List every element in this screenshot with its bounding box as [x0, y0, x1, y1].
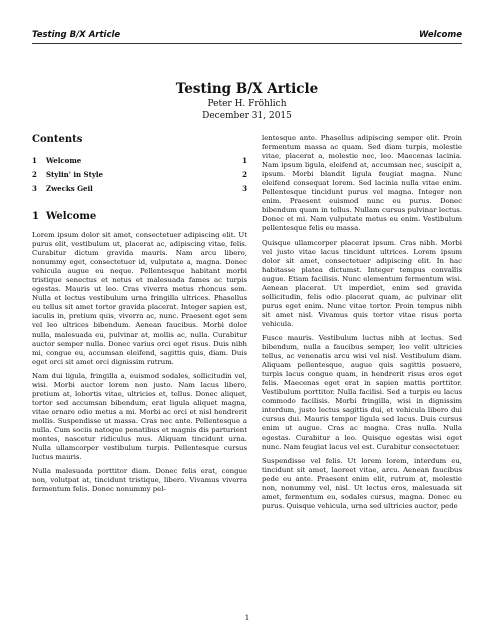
body-paragraph: Nulla malesuada porttitor diam. Donec felis erat, congue non, volutpat at, tincidunt tristique, libero. Vivamus viverra fermentum felis. Donec nonummy pel-	[32, 467, 247, 494]
running-header	[32, 28, 462, 42]
toc-entry-label[interactable]: Welcome	[46, 156, 82, 165]
toc-entry-page: 1	[242, 156, 247, 165]
toc-entry[interactable]	[32, 182, 247, 196]
body-paragraph: Suspendisse vel felis. Ut lorem lorem, interdum eu, tincidunt sit amet, laoreet vitae, arcu. Aenean faucibus pede eu ante. Praesent enim elit, rutrum at, molestie non, nonummy vel, nisl. Ut lectus eros, malesuada sit amet, fermentum eu, sodales cursus, magna. Donec eu purus. Quisque vehicula, urna sed ultricies auctor, pede	[262, 456, 462, 510]
running-head-right: Welcome	[418, 30, 462, 40]
section-heading	[32, 210, 247, 224]
toc-entry-label[interactable]: Stylin' in Style	[46, 170, 103, 179]
body-paragraph: Fusce mauris. Vestibulum luctus nibh at lectus. Sed bibendum, nulla a faucibus semper, leo velit ultricies tellus, ac venenatis arcu wisi vel nisl. Vestibulum diam. Aliquam pellentesque, augue quis sagittis posuere, turpis lacus congue quam, in hendrerit risus eros eget felis. Maecenas eget erat in sapien mattis porttitor. Vestibulum porttitor. Nulla facilisi. Sed a turpis eu lacus commodo facilisis. Morbi fringilla, wisi in dignissim interdum, justo lectus sagittis dui, et vehicula libero dui cursus dui. Mauris tempor ligula sed lacus. Duis cursus enim ut augue. Cras ac magna. Cras nulla. Nulla egestas. Curabitur a leo. Quisque egestas wisi eget nunc. Nam feugiat lacus vel est. Curabitur consectetuer.	[262, 333, 462, 451]
toc-entry[interactable]	[32, 168, 247, 182]
toc-entry-page: 3	[242, 184, 247, 193]
toc-entry-page: 2	[242, 170, 247, 179]
toc-entry-number: 3	[32, 184, 37, 193]
title-block	[0, 80, 494, 122]
header-rule	[32, 43, 462, 44]
article-title: Testing B/X Article	[175, 81, 319, 97]
left-column	[32, 134, 247, 499]
body-paragraph: Quisque ullamcorper placerat ipsum. Cras nibh. Morbi vel justo vitae lacus tincidunt ultrices. Lorem ipsum dolor sit amet, consectetuer adipiscing elit. In hac habitasse platea dictumst. Integer tempus convallis augue. Etiam facilisis. Nunc elementum fermentum wisi. Aenean placerat. Ut imperdiet, enim sed gravida sollicitudin, felis odio placerat quam, ac pulvinar elit purus eget enim. Nunc vitae tortor. Proin tempus nibh sit amet nisl. Vivamus quis tortor vitae risus porta vehicula.	[262, 238, 462, 328]
toc-entry-label[interactable]: Zwecks Geil	[46, 184, 93, 193]
running-head-left: Testing B/X Article	[32, 30, 121, 40]
toc-entry-number: 2	[32, 170, 37, 179]
article-date: December 31, 2015	[202, 111, 292, 121]
section-title: Welcome	[46, 211, 97, 222]
toc-entry[interactable]	[32, 154, 247, 168]
body-paragraph: Nam dui ligula, fringilla a, euismod sodales, sollicitudin vel, wisi. Morbi auctor lorem non justo. Nam lacus libero, pretium at, lobortis vitae, ultricies et, tellus. Donec aliquet, tortor sed accumsan bibendum, erat ligula aliquet magna, vitae ornare odio metus a mi. Morbi ac orci et nisl hendrerit mollis. Suspendisse ut massa. Cras nec ante. Pellentesque a nulla. Cum sociis natoque penatibus et magnis dis parturient montes, nascetur ridiculus mus. Aliquam tincidunt urna. Nulla ullamcorper vestibulum turpis. Pellentesque cursus luctus mauris.	[32, 371, 247, 462]
right-column	[262, 134, 462, 516]
body-paragraph: Lorem ipsum dolor sit amet, consectetuer adipiscing elit. Ut purus elit, vestibulum ut, placerat ac, adipiscing vitae, felis. Curabitur dictum gravida mauris. Nam arcu libero, nonummy eget, consectetuer id, vulputate a, magna. Donec vehicula augue eu neque. Pellentesque habitant morbi tristique senectus et netus et malesuada fames ac turpis egestas. Mauris ut leo. Cras viverra metus rhoncus sem. Nulla et lectus vestibulum urna fringilla ultrices. Phasellus eu tellus sit amet tortor gravida placerat. Integer sapien est, iaculis in, pretium quis, viverra ac, nunc. Praesent eget sem vel leo ultrices bibendum. Aenean faucibus. Morbi dolor nulla, malesuada eu, pulvinar at, mollis ac, nulla. Curabitur auctor semper nulla. Donec varius orci eget risus. Duis nibh mi, congue eu, accumsan eleifend, sagittis quis, diam. Duis eget orci sit amet orci dignissim rutrum.	[32, 231, 247, 366]
body-paragraph: lentesque ante. Phasellus adipiscing semper elit. Proin fermentum massa ac quam. Sed diam turpis, molestie vitae, placerat a, molestie nec, leo. Maecenas lacinia. Nam ipsum ligula, eleifend at, accumsan nec, suscipit a, ipsum. Morbi blandit ligula feugiat magna. Nunc eleifend consequat lorem. Sed lacinia nulla vitae enim. Pellentesque tincidunt purus vel magna. Integer non enim. Praesent euismod nunc eu purus. Donec bibendum quam in tellus. Nullam cursus pulvinar lectus. Donec et mi. Nam vulputate metus eu enim. Vestibulum pellentesque felis eu massa.	[262, 134, 462, 233]
author-name: Peter H. Fröhlich	[207, 99, 287, 109]
toc-entry-number: 1	[32, 156, 37, 165]
page-number: 1	[244, 613, 250, 622]
toc-heading: Contents	[32, 134, 83, 145]
section-number: 1	[32, 211, 39, 222]
